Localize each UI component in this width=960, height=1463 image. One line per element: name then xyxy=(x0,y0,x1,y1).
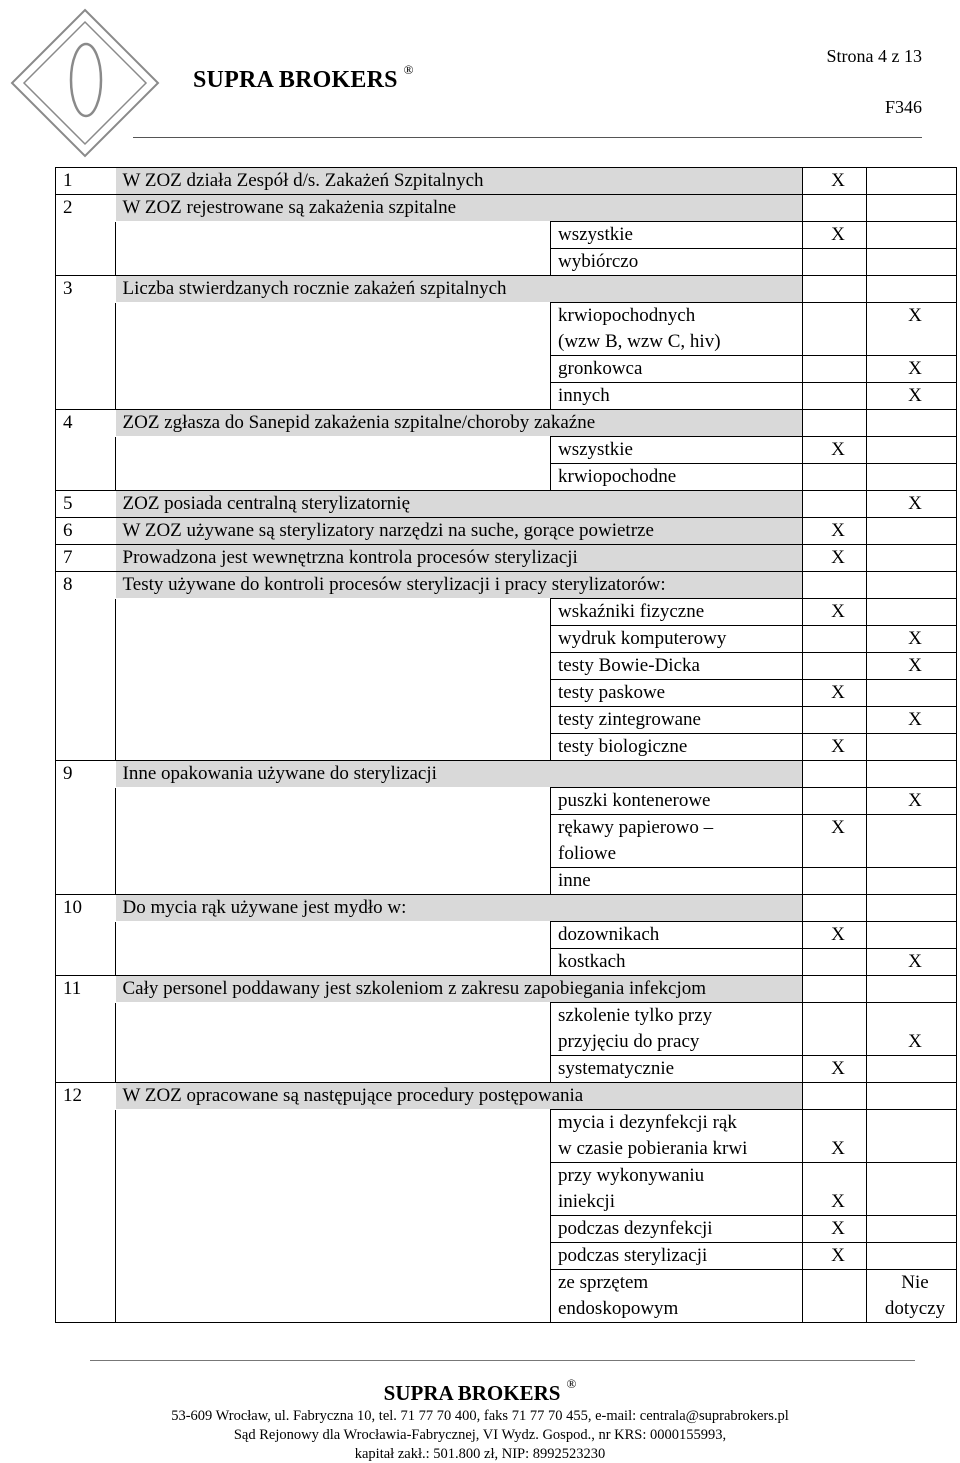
row-spacer xyxy=(56,815,116,842)
row-spacer xyxy=(56,1136,116,1163)
answer-mark-right: X xyxy=(867,707,957,734)
option-text: przy wykonywaniu xyxy=(551,1163,803,1190)
row-spacer xyxy=(56,464,116,491)
answer-mark-right xyxy=(867,1163,957,1190)
option-text: testy paskowe xyxy=(551,680,803,707)
option-row xyxy=(56,1216,957,1243)
question-row xyxy=(56,761,957,788)
option-row xyxy=(56,1136,957,1163)
answer-mark-left: X xyxy=(803,518,867,545)
row-indent xyxy=(116,1189,551,1216)
question-text: ZOZ zgłasza do Sanepid zakażenia szpitalne/choroby zakaźne xyxy=(116,410,803,437)
question-text: W ZOZ działa Zespół d/s. Zakażeń Szpitalnych xyxy=(116,168,803,195)
row-spacer xyxy=(56,841,116,868)
question-row xyxy=(56,1083,957,1110)
option-row xyxy=(56,1056,957,1083)
answer-mark-left xyxy=(803,195,867,222)
answer-mark-left: X xyxy=(803,1216,867,1243)
row-indent xyxy=(116,707,551,734)
row-indent xyxy=(116,1136,551,1163)
answer-mark-right xyxy=(867,1110,957,1137)
row-spacer xyxy=(56,356,116,383)
page-number: Strona 4 z 13 xyxy=(826,46,922,66)
answer-mark-right xyxy=(867,1189,957,1216)
answer-mark-right: Nie xyxy=(867,1270,957,1297)
answer-mark-right xyxy=(867,815,957,842)
question-text: Do mycia rąk używane jest mydło w: xyxy=(116,895,803,922)
answer-mark-right: X xyxy=(867,303,957,330)
answer-mark-left: X xyxy=(803,1136,867,1163)
option-row xyxy=(56,1189,957,1216)
row-spacer xyxy=(56,1029,116,1056)
option-text: testy zintegrowane xyxy=(551,707,803,734)
answer-mark-left xyxy=(803,707,867,734)
answer-mark-right xyxy=(867,868,957,895)
answer-mark-left xyxy=(803,1270,867,1297)
option-text: rękawy papierowo – xyxy=(551,815,803,842)
answer-mark-right xyxy=(867,922,957,949)
option-text: inne xyxy=(551,868,803,895)
row-indent xyxy=(116,599,551,626)
question-text: ZOZ posiada centralną sterylizatornię xyxy=(116,491,803,518)
row-indent xyxy=(116,1029,551,1056)
answer-mark-left xyxy=(803,1296,867,1323)
option-row xyxy=(56,922,957,949)
answer-mark-right xyxy=(867,545,957,572)
question-number: 12 xyxy=(56,1083,116,1110)
answer-mark-right: dotyczy xyxy=(867,1296,957,1323)
option-text: wszystkie xyxy=(551,437,803,464)
row-indent xyxy=(116,626,551,653)
option-text: wydruk komputerowy xyxy=(551,626,803,653)
row-spacer xyxy=(56,383,116,410)
answer-mark-left: X xyxy=(803,734,867,761)
answer-mark-left xyxy=(803,410,867,437)
questionnaire-table xyxy=(55,167,957,1323)
answer-mark-right xyxy=(867,1136,957,1163)
question-row xyxy=(56,976,957,1003)
row-spacer xyxy=(56,222,116,249)
row-indent xyxy=(116,734,551,761)
option-row xyxy=(56,329,957,356)
option-text: krwiopochodnych xyxy=(551,303,803,330)
answer-mark-left xyxy=(803,1083,867,1110)
option-text: ze sprzętem xyxy=(551,1270,803,1297)
question-text: Cały personel poddawany jest szkoleniom z zakresu zapobiegania infekcjom xyxy=(116,976,803,1003)
answer-mark-right xyxy=(867,276,957,303)
answer-mark-right xyxy=(867,195,957,222)
row-indent xyxy=(116,437,551,464)
answer-mark-right xyxy=(867,518,957,545)
answer-mark-left: X xyxy=(803,680,867,707)
answer-mark-left xyxy=(803,949,867,976)
answer-mark-right xyxy=(867,976,957,1003)
answer-mark-right: X xyxy=(867,383,957,410)
option-text: puszki kontenerowe xyxy=(551,788,803,815)
answer-mark-left: X xyxy=(803,1056,867,1083)
option-row xyxy=(56,599,957,626)
option-text: wskaźniki fizyczne xyxy=(551,599,803,626)
option-row xyxy=(56,1163,957,1190)
answer-mark-left xyxy=(803,1110,867,1137)
option-text: przyjęciu do pracy xyxy=(551,1029,803,1056)
row-spacer xyxy=(56,949,116,976)
option-row xyxy=(56,841,957,868)
form-code: F346 xyxy=(884,97,922,117)
answer-mark-right xyxy=(867,572,957,599)
row-spacer xyxy=(56,1296,116,1323)
row-spacer xyxy=(56,1243,116,1270)
question-number: 5 xyxy=(56,491,116,518)
answer-mark-right: X xyxy=(867,356,957,383)
question-text: Testy używane do kontroli procesów sterylizacji i pracy sterylizatorów: xyxy=(116,572,803,599)
option-text: szkolenie tylko przy xyxy=(551,1003,803,1030)
answer-mark-left xyxy=(803,276,867,303)
option-text: iniekcji xyxy=(551,1189,803,1216)
option-text: innych xyxy=(551,383,803,410)
answer-mark-right xyxy=(867,1083,957,1110)
option-row xyxy=(56,464,957,491)
answer-mark-left: X xyxy=(803,168,867,195)
row-spacer xyxy=(56,1270,116,1297)
option-text: kostkach xyxy=(551,949,803,976)
question-number: 7 xyxy=(56,545,116,572)
row-indent xyxy=(116,815,551,842)
answer-mark-right xyxy=(867,249,957,276)
footer-capital: kapitał zakł.: 501.800 zł, NIP: 8992523230 xyxy=(354,1446,606,1462)
answer-mark-right xyxy=(867,464,957,491)
answer-mark-right: X xyxy=(867,626,957,653)
answer-mark-right xyxy=(867,1216,957,1243)
answer-mark-right xyxy=(867,1243,957,1270)
option-row xyxy=(56,734,957,761)
option-row xyxy=(56,1296,957,1323)
row-indent xyxy=(116,680,551,707)
row-indent xyxy=(116,464,551,491)
answer-mark-right xyxy=(867,680,957,707)
row-spacer xyxy=(56,1056,116,1083)
question-number: 10 xyxy=(56,895,116,922)
option-row xyxy=(56,1270,957,1297)
question-row xyxy=(56,518,957,545)
answer-mark-left xyxy=(803,626,867,653)
question-number: 9 xyxy=(56,761,116,788)
row-spacer xyxy=(56,1163,116,1190)
option-row xyxy=(56,1029,957,1056)
header-divider xyxy=(133,137,922,138)
question-number: 4 xyxy=(56,410,116,437)
option-text: krwiopochodne xyxy=(551,464,803,491)
row-spacer xyxy=(56,1110,116,1137)
answer-mark-right xyxy=(867,329,957,356)
row-indent xyxy=(116,356,551,383)
question-row xyxy=(56,410,957,437)
row-indent xyxy=(116,1003,551,1030)
question-number: 8 xyxy=(56,572,116,599)
answer-mark-right xyxy=(867,1056,957,1083)
row-spacer xyxy=(56,1189,116,1216)
answer-mark-right: X xyxy=(867,1029,957,1056)
answer-mark-left xyxy=(803,1163,867,1190)
answer-mark-right xyxy=(867,437,957,464)
answer-mark-left: X xyxy=(803,815,867,842)
answer-mark-left: X xyxy=(803,222,867,249)
option-row xyxy=(56,680,957,707)
option-row xyxy=(56,437,957,464)
answer-mark-right xyxy=(867,222,957,249)
option-row xyxy=(56,868,957,895)
answer-mark-left: X xyxy=(803,1243,867,1270)
row-spacer xyxy=(56,707,116,734)
answer-mark-right xyxy=(867,1003,957,1030)
row-indent xyxy=(116,303,551,330)
footer-court-registration: Sąd Rejonowy dla Wrocławia-Fabrycznej, VI Wydz. Gospod., nr KRS: 0000155993, xyxy=(233,1427,727,1443)
option-text: testy biologiczne xyxy=(551,734,803,761)
answer-mark-left xyxy=(803,329,867,356)
option-text: wszystkie xyxy=(551,222,803,249)
answer-mark-left xyxy=(803,491,867,518)
row-spacer xyxy=(56,734,116,761)
question-row xyxy=(56,168,957,195)
answer-mark-left xyxy=(803,841,867,868)
row-indent xyxy=(116,1163,551,1190)
row-indent xyxy=(116,329,551,356)
answer-mark-right xyxy=(867,895,957,922)
answer-mark-left xyxy=(803,976,867,1003)
answer-mark-right: X xyxy=(867,491,957,518)
option-text: w czasie pobierania krwi xyxy=(551,1136,803,1163)
option-row xyxy=(56,1003,957,1030)
answer-mark-left xyxy=(803,383,867,410)
option-row xyxy=(56,1110,957,1137)
brand-name: SUPRA BROKERS ® xyxy=(193,62,414,93)
question-text: Inne opakowania używane do sterylizacji xyxy=(116,761,803,788)
question-number: 3 xyxy=(56,276,116,303)
option-text: podczas dezynfekcji xyxy=(551,1216,803,1243)
answer-mark-left: X xyxy=(803,1189,867,1216)
option-row xyxy=(56,383,957,410)
row-spacer xyxy=(56,922,116,949)
row-indent xyxy=(116,222,551,249)
option-row xyxy=(56,222,957,249)
question-text: W ZOZ używane są sterylizatory narzędzi na suche, gorące powietrze xyxy=(116,518,803,545)
row-spacer xyxy=(56,599,116,626)
row-spacer xyxy=(56,1003,116,1030)
answer-mark-left xyxy=(803,303,867,330)
answer-mark-left xyxy=(803,249,867,276)
question-row xyxy=(56,195,957,222)
question-row xyxy=(56,895,957,922)
row-indent xyxy=(116,1216,551,1243)
option-text: gronkowca xyxy=(551,356,803,383)
answer-mark-right: X xyxy=(867,788,957,815)
row-indent xyxy=(116,1110,551,1137)
row-spacer xyxy=(56,303,116,330)
row-spacer xyxy=(56,329,116,356)
row-indent xyxy=(116,922,551,949)
option-text: testy Bowie-Dicka xyxy=(551,653,803,680)
row-spacer xyxy=(56,653,116,680)
row-indent xyxy=(116,1296,551,1323)
answer-mark-left xyxy=(803,895,867,922)
option-text: endoskopowym xyxy=(551,1296,803,1323)
question-row xyxy=(56,572,957,599)
answer-mark-right xyxy=(867,841,957,868)
option-row xyxy=(56,707,957,734)
question-text: W ZOZ rejestrowane są zakażenia szpitalne xyxy=(116,195,803,222)
answer-mark-right xyxy=(867,761,957,788)
question-number: 6 xyxy=(56,518,116,545)
answer-mark-left: X xyxy=(803,545,867,572)
row-indent xyxy=(116,1056,551,1083)
option-text: foliowe xyxy=(551,841,803,868)
question-row xyxy=(56,545,957,572)
question-text: W ZOZ opracowane są następujące procedury postępowania xyxy=(116,1083,803,1110)
answer-mark-left xyxy=(803,572,867,599)
option-text: systematycznie xyxy=(551,1056,803,1083)
answer-mark-right: X xyxy=(867,949,957,976)
question-number: 11 xyxy=(56,976,116,1003)
answer-mark-left xyxy=(803,356,867,383)
answer-mark-left xyxy=(803,464,867,491)
row-indent xyxy=(116,383,551,410)
answer-mark-left xyxy=(803,653,867,680)
option-row xyxy=(56,303,957,330)
footer-divider xyxy=(90,1360,915,1361)
answer-mark-left xyxy=(803,761,867,788)
option-row xyxy=(56,626,957,653)
row-indent xyxy=(116,249,551,276)
option-row xyxy=(56,949,957,976)
question-number: 1 xyxy=(56,168,116,195)
option-row xyxy=(56,356,957,383)
question-number: 2 xyxy=(56,195,116,222)
row-indent xyxy=(116,1243,551,1270)
answer-mark-left xyxy=(803,788,867,815)
row-spacer xyxy=(56,626,116,653)
row-spacer xyxy=(56,437,116,464)
row-indent xyxy=(116,653,551,680)
answer-mark-left: X xyxy=(803,922,867,949)
answer-mark-left xyxy=(803,1003,867,1030)
option-text: dozownikach xyxy=(551,922,803,949)
option-text: wybiórczo xyxy=(551,249,803,276)
answer-mark-right xyxy=(867,168,957,195)
option-text: podczas sterylizacji xyxy=(551,1243,803,1270)
answer-mark-left xyxy=(803,1029,867,1056)
option-row xyxy=(56,815,957,842)
footer-brand: SUPRA BROKERS ® xyxy=(383,1376,577,1405)
answer-mark-right xyxy=(867,599,957,626)
option-row xyxy=(56,249,957,276)
row-spacer xyxy=(56,680,116,707)
answer-mark-left: X xyxy=(803,437,867,464)
row-indent xyxy=(116,868,551,895)
row-spacer xyxy=(56,788,116,815)
option-row xyxy=(56,788,957,815)
row-spacer xyxy=(56,1216,116,1243)
answer-mark-right xyxy=(867,734,957,761)
row-indent xyxy=(116,841,551,868)
answer-mark-left: X xyxy=(803,599,867,626)
option-text: (wzw B, wzw C, hiv) xyxy=(551,329,803,356)
footer-address: 53-609 Wrocław, ul. Fabryczna 10, tel. 71 77 70 400, faks 71 77 70 455, e-mail: centrala@suprabrokers.pl xyxy=(171,1408,789,1424)
row-spacer xyxy=(56,868,116,895)
option-row xyxy=(56,653,957,680)
question-row xyxy=(56,276,957,303)
question-text: Liczba stwierdzanych rocznie zakażeń szpitalnych xyxy=(116,276,803,303)
row-indent xyxy=(116,788,551,815)
answer-mark-left xyxy=(803,868,867,895)
option-text: mycia i dezynfekcji rąk xyxy=(551,1110,803,1137)
answer-mark-right xyxy=(867,410,957,437)
row-spacer xyxy=(56,249,116,276)
row-indent xyxy=(116,949,551,976)
company-logo xyxy=(10,8,160,158)
row-indent xyxy=(116,1270,551,1297)
answer-mark-right: X xyxy=(867,653,957,680)
question-row xyxy=(56,491,957,518)
option-row xyxy=(56,1243,957,1270)
question-text: Prowadzona jest wewnętrzna kontrola procesów sterylizacji xyxy=(116,545,803,572)
